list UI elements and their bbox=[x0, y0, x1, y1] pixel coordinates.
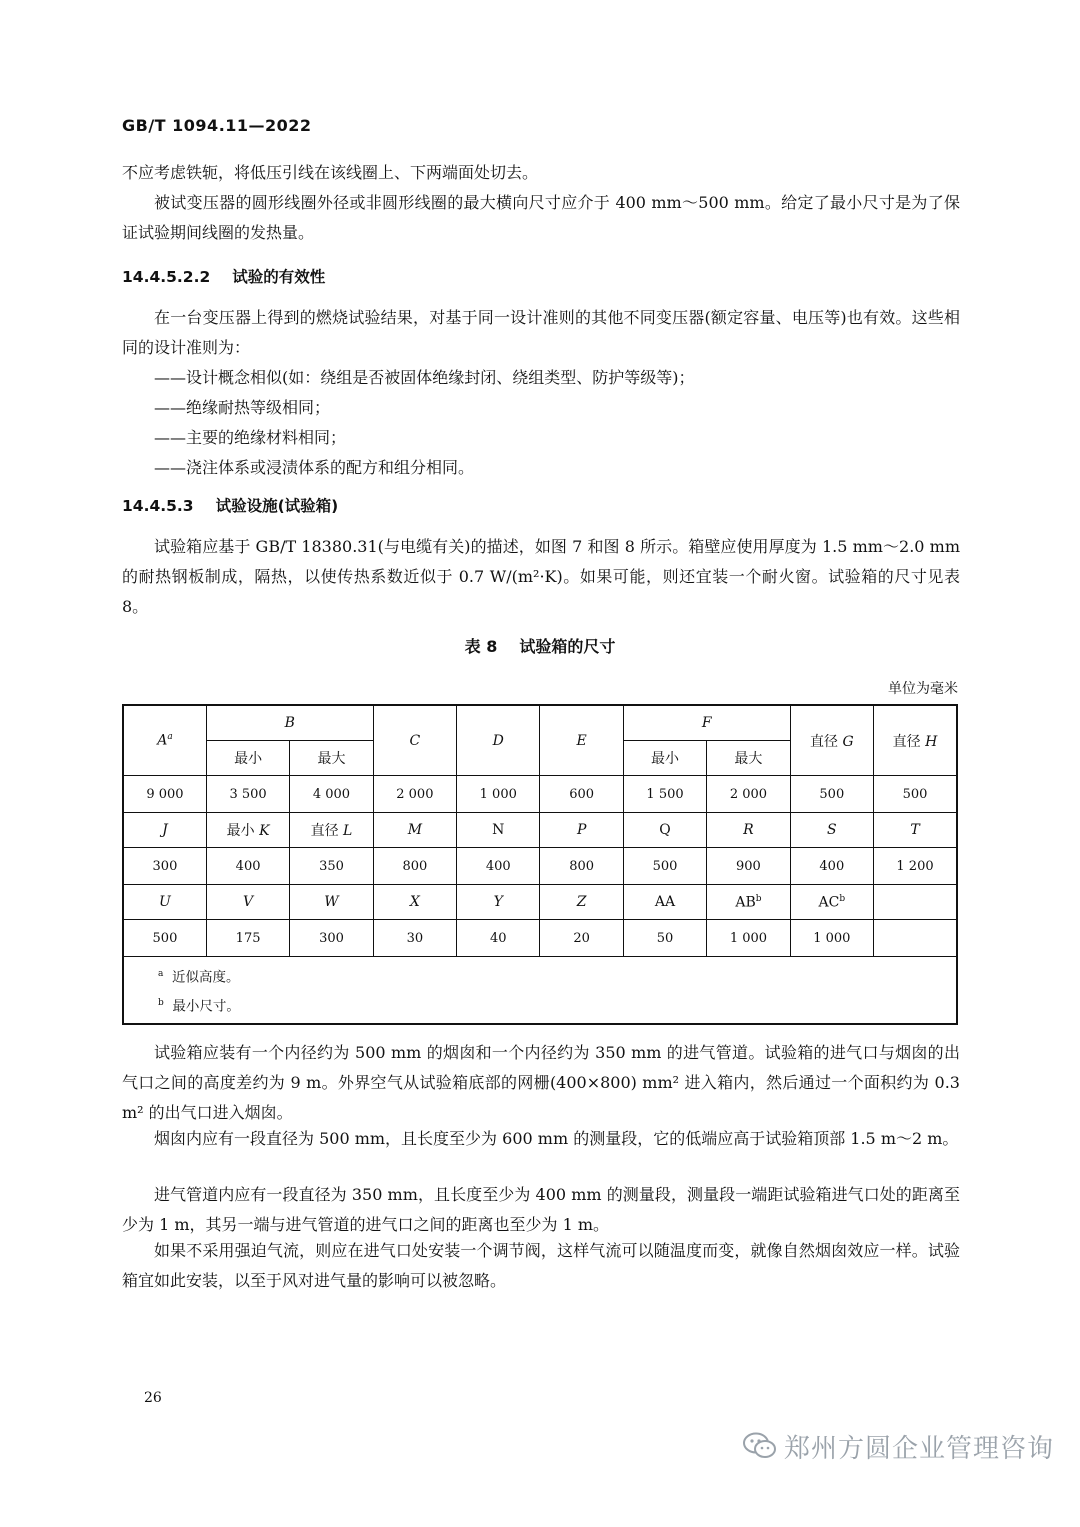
table-title: 试验箱的尺寸 bbox=[519, 637, 616, 656]
table-cell: 300 bbox=[123, 848, 206, 885]
header-h: 直径 H bbox=[874, 705, 957, 776]
table-header-row bbox=[123, 705, 957, 741]
table-cell: 1 000 bbox=[790, 920, 873, 957]
header-e: E bbox=[540, 705, 623, 776]
table-cell: 1 000 bbox=[707, 920, 790, 957]
table-cell: 2 000 bbox=[373, 776, 456, 813]
paragraph: 在一台变压器上得到的燃烧试验结果，对基于同一设计准则的其他不同变压器(额定容量、电压等)也有效。这些相同的设计准则为： bbox=[122, 308, 960, 357]
table-cell: 600 bbox=[540, 776, 623, 813]
header-f-max: 最大 bbox=[707, 741, 790, 776]
table-cell: 500 bbox=[123, 920, 206, 957]
table-label-cell: Z bbox=[540, 885, 623, 920]
table-label-cell: AA bbox=[623, 885, 706, 920]
table-cell bbox=[874, 920, 957, 957]
table-label-cell: R bbox=[707, 813, 790, 848]
table-cell: 1 000 bbox=[457, 776, 540, 813]
table-row bbox=[123, 848, 957, 885]
table-cell: 4 000 bbox=[290, 776, 373, 813]
table-label-cell: M bbox=[373, 813, 456, 848]
paragraph: 不应考虑铁轭，将低压引线在该线圈上、下两端面处切去。 bbox=[122, 163, 539, 182]
header-b-max: 最大 bbox=[290, 741, 373, 776]
table-cell: 2 000 bbox=[707, 776, 790, 813]
header-g: 直径 G bbox=[790, 705, 873, 776]
watermark bbox=[742, 1426, 1054, 1466]
dimensions-table bbox=[122, 704, 958, 1025]
list-item: ——浇注体系或浸渍体系的配方和组分相同。 bbox=[154, 458, 475, 477]
table-row bbox=[123, 776, 957, 813]
table-cell: 900 bbox=[707, 848, 790, 885]
table-notes bbox=[123, 957, 957, 1025]
page-number: 26 bbox=[144, 1390, 162, 1406]
list-item: ——设计概念相似(如：绕组是否被固体绝缘封闭、绕组类型、防护等级等)； bbox=[154, 368, 695, 387]
section-number: 14.4.5.3 bbox=[122, 497, 194, 515]
table-cell: 40 bbox=[457, 920, 540, 957]
table-notes-row bbox=[123, 957, 957, 1025]
table-label-cell: $AC^b$ bbox=[790, 885, 873, 920]
header-c: C bbox=[373, 705, 456, 776]
table-label-cell: $AB^b$ bbox=[707, 885, 790, 920]
table-label-cell: N bbox=[457, 813, 540, 848]
standard-code: GB/T 1094.11—2022 bbox=[122, 116, 312, 135]
section-heading bbox=[122, 494, 338, 516]
header-f-min: 最小 bbox=[623, 741, 706, 776]
section-number: 14.4.5.2.2 bbox=[122, 268, 211, 286]
table-row bbox=[123, 920, 957, 957]
table-label-cell: S bbox=[790, 813, 873, 848]
table-cell: 3 500 bbox=[206, 776, 289, 813]
wechat-icon bbox=[742, 1431, 778, 1461]
table-label-cell: U bbox=[123, 885, 206, 920]
paragraph: 被试变压器的圆形线圈外径或非圆形线圈的最大横向尺寸应介于 400 mm～500 mm。给定了最小尺寸是为了保证试验期间线圈的发热量。 bbox=[122, 193, 960, 242]
watermark-text: 郑州方圆企业管理咨询 bbox=[784, 1433, 1055, 1464]
table-label-cell: Y bbox=[457, 885, 540, 920]
table-number: 表 8 bbox=[464, 637, 498, 656]
section-title: 试验的有效性 bbox=[232, 268, 326, 286]
table-cell: 500 bbox=[874, 776, 957, 813]
paragraph: 烟囱内应有一段直径为 500 mm，且长度至少为 600 mm 的测量段，它的低端应高于试验箱顶部 1.5 m～2 m。 bbox=[154, 1129, 959, 1148]
table-cell: 400 bbox=[790, 848, 873, 885]
table-label-cell: Q bbox=[623, 813, 706, 848]
header-a: $A^a$ bbox=[123, 705, 206, 776]
table-label-cell: 直径 L bbox=[290, 813, 373, 848]
table-label-cell bbox=[874, 885, 957, 920]
table-label-cell: X bbox=[373, 885, 456, 920]
header-b: B bbox=[206, 705, 373, 741]
header-d: D bbox=[457, 705, 540, 776]
table-cell: 20 bbox=[540, 920, 623, 957]
table-label-cell: 最小 K bbox=[206, 813, 289, 848]
list-item: ——绝缘耐热等级相同； bbox=[154, 398, 331, 417]
table-cell: 800 bbox=[540, 848, 623, 885]
table-note: $^a$ 近似高度。 bbox=[158, 968, 240, 985]
table-cell: 175 bbox=[206, 920, 289, 957]
section-heading bbox=[122, 265, 325, 287]
table-label-cell: P bbox=[540, 813, 623, 848]
table-cell: 400 bbox=[457, 848, 540, 885]
table-cell: 400 bbox=[206, 848, 289, 885]
table-cell: 1 500 bbox=[623, 776, 706, 813]
paragraph: 试验箱应基于 GB/T 18380.31(与电缆有关)的描述，如图 7 和图 8 所示。箱壁应使用厚度为 1.5 mm～2.0 mm 的耐热钢板制成，隔热，以使传热系数近似于 0.7 W/(m²·K)。如果可能，则还宜装一个耐火窗。试验箱的尺寸见表 8。 bbox=[122, 537, 960, 616]
unit-note: 单位为毫米 bbox=[888, 681, 958, 697]
table-label-row bbox=[123, 813, 957, 848]
table-cell: 9 000 bbox=[123, 776, 206, 813]
table-label-cell: T bbox=[874, 813, 957, 848]
table-cell: 500 bbox=[790, 776, 873, 813]
section-title: 试验设施(试验箱) bbox=[215, 497, 339, 515]
table-cell: 800 bbox=[373, 848, 456, 885]
table-cell: 350 bbox=[290, 848, 373, 885]
table-note: $^b$ 最小尺寸。 bbox=[158, 998, 240, 1015]
table-label-cell: J bbox=[123, 813, 206, 848]
table-cell: 1 200 bbox=[874, 848, 957, 885]
paragraph: 试验箱应装有一个内径约为 500 mm 的烟囱和一个内径约为 350 mm 的进气管道。试验箱的进气口与烟囱的出气口之间的高度差约为 9 m。外界空气从试验箱底部的网栅(400×800) mm² 进入箱内，然后通过一个面积约为 0.3 m² 的出气口进入烟囱。 bbox=[122, 1043, 960, 1122]
table-cell: 30 bbox=[373, 920, 456, 957]
paragraph: 进气管道内应有一段直径为 350 mm，且长度至少为 400 mm 的测量段，测量段一端距试验箱进气口处的距离至少为 1 m，其另一端与进气管道的进气口之间的距离也至少为 1 m。 bbox=[122, 1185, 960, 1234]
table-label-cell: V bbox=[206, 885, 289, 920]
table-cell: 300 bbox=[290, 920, 373, 957]
table-label-row bbox=[123, 885, 957, 920]
table-label-cell: W bbox=[290, 885, 373, 920]
paragraph: 如果不采用强迫气流，则应在进气口处安装一个调节阀，这样气流可以随温度而变，就像自然烟囱效应一样。试验箱宜如此安装，以至于风对进气量的影响可以被忽略。 bbox=[122, 1241, 960, 1290]
header-b-min: 最小 bbox=[206, 741, 289, 776]
table-cell: 500 bbox=[623, 848, 706, 885]
table-caption bbox=[0, 634, 1080, 657]
list-item: ——主要的绝缘材料相同； bbox=[154, 428, 347, 447]
header-f: F bbox=[623, 705, 790, 741]
table-cell: 50 bbox=[623, 920, 706, 957]
